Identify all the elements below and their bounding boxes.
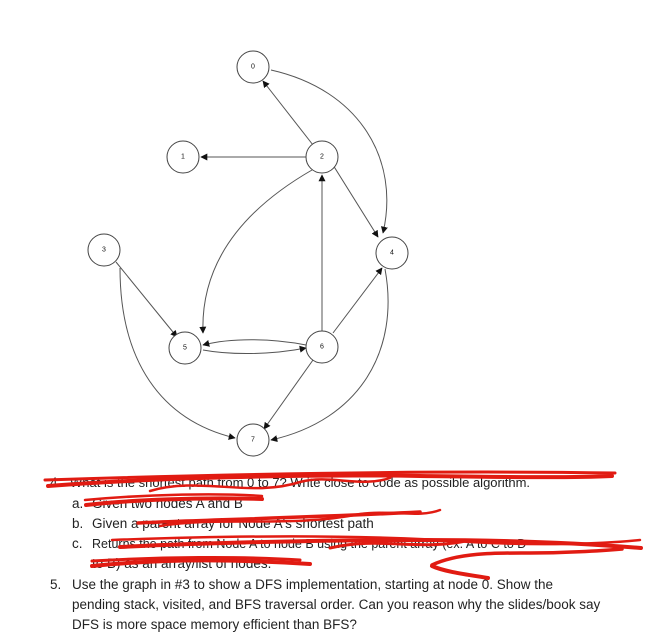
q4b-marker: b. <box>72 516 84 531</box>
q5-line-1 <box>50 577 553 592</box>
node-5-label: 5 <box>183 344 187 352</box>
node-3-label: 3 <box>102 246 106 254</box>
q4c-marker: c. <box>72 536 83 551</box>
node-4-label: 4 <box>390 249 394 257</box>
q4a-marker: a. <box>72 496 84 511</box>
q4b-line <box>72 516 374 531</box>
node-3 <box>88 234 120 266</box>
edge-3-5 <box>116 262 177 337</box>
node-7 <box>237 424 269 456</box>
node-6-label: 6 <box>320 343 324 351</box>
q4-number: 4. <box>50 475 62 490</box>
q5-text-1: Use the graph in #3 to show a DFS implementation, starting at node 0. Show the <box>72 577 554 592</box>
q4c-cont-text: to B) as an array/list of nodes. <box>92 556 272 571</box>
q4-text: What is the shortest path from 0 to 7? Write close to code as possible algorithm. <box>70 475 531 490</box>
edge-2-0 <box>263 81 313 145</box>
node-2-label: 2 <box>320 153 324 161</box>
q4b-text: Given a parent array for Node A's shortest path <box>92 516 374 531</box>
edge-2-4 <box>333 165 378 237</box>
q4c-line <box>72 536 526 551</box>
edge-6-5 <box>203 340 306 345</box>
edge-6-4 <box>333 268 382 333</box>
q4a-line <box>72 496 243 511</box>
edge-2-5 <box>203 170 312 333</box>
q5-line-2 <box>72 597 600 612</box>
node-7-label: 7 <box>251 436 255 444</box>
node-1-label: 1 <box>181 153 185 161</box>
q4-line <box>50 475 530 490</box>
node-1 <box>167 141 199 173</box>
node-4 <box>376 237 408 269</box>
q5-line-3 <box>72 617 357 632</box>
node-0-label: 0 <box>251 63 255 71</box>
edge-6-7 <box>264 360 313 429</box>
node-0 <box>237 51 269 83</box>
node-2 <box>306 141 338 173</box>
q4c-continuation <box>92 556 271 571</box>
q4c-text: Returns the path from Node A to node B using the parent array (ex. A to C to D <box>92 537 527 551</box>
node-5 <box>169 332 201 364</box>
q5-number: 5. <box>50 577 62 592</box>
q4a-text: Given two nodes A and B <box>92 496 243 511</box>
node-6 <box>306 331 338 363</box>
edge-5-6 <box>203 348 306 354</box>
q5-text-3: DFS is more space memory efficient than BFS? <box>72 617 357 632</box>
q5-text-2: pending stack, visited, and BFS traversal order. Can you reason why the slides/book say <box>72 597 601 612</box>
